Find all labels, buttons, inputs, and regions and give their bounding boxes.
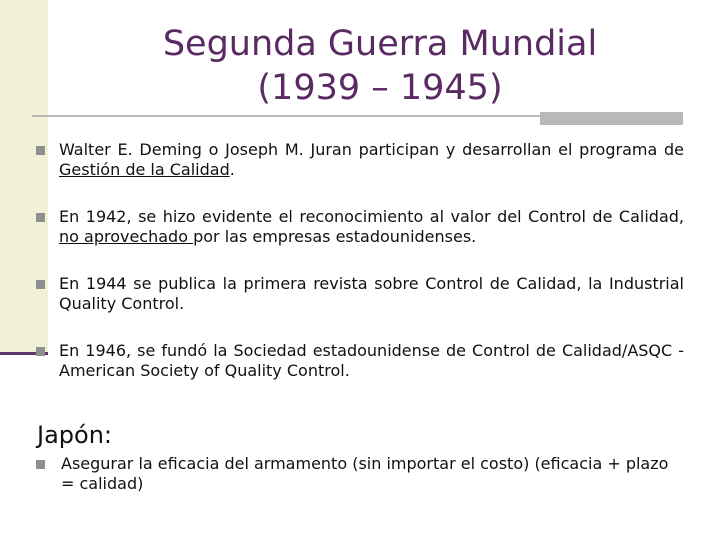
bullet-item (36, 454, 684, 494)
bullet-item (36, 341, 684, 381)
square-bullet-icon (36, 460, 45, 469)
bullet-item (36, 274, 684, 314)
square-bullet-icon (36, 146, 45, 155)
title-divider-thin (32, 115, 540, 117)
bullet-item (36, 207, 684, 247)
bullet-text: Asegurar la eficacia del armamento (sin importar el costo) (eficacia + plazo = calidad) (61, 454, 669, 493)
bullet-text: En 1946, se fundó la Sociedad estadounidense de Control de Calidad/ASQC -American Society of Quality Control. (59, 341, 684, 380)
bullet-text-end: por las empresas estadounidenses. (193, 227, 477, 246)
square-bullet-icon (36, 347, 45, 356)
square-bullet-icon (36, 280, 45, 289)
slide-title (60, 22, 700, 110)
bullet-text: Walter E. Deming o Joseph M. Juran participan y desarrollan el programa de (59, 140, 684, 159)
bullet-text-end: . (229, 160, 235, 179)
section-heading: Japón: (37, 421, 112, 449)
bullet-item (36, 140, 684, 180)
underlined-term: Gestión de la Calidad (59, 160, 230, 179)
bullet-text: En 1944 se publica la primera revista sobre Control de Calidad, la Industrial Quality Control. (59, 274, 684, 313)
title-line-2: (1939 – 1945) (257, 68, 503, 108)
title-line-1: Segunda Guerra Mundial (162, 24, 598, 64)
square-bullet-icon (36, 213, 45, 222)
bullet-list (36, 140, 684, 408)
section-bullet-list (36, 454, 684, 494)
title-divider-thick (540, 112, 683, 125)
bullet-text: En 1942, se hizo evidente el reconocimiento al valor del Control de Calidad, (59, 207, 684, 226)
underlined-term: no aprovechado (59, 227, 194, 246)
